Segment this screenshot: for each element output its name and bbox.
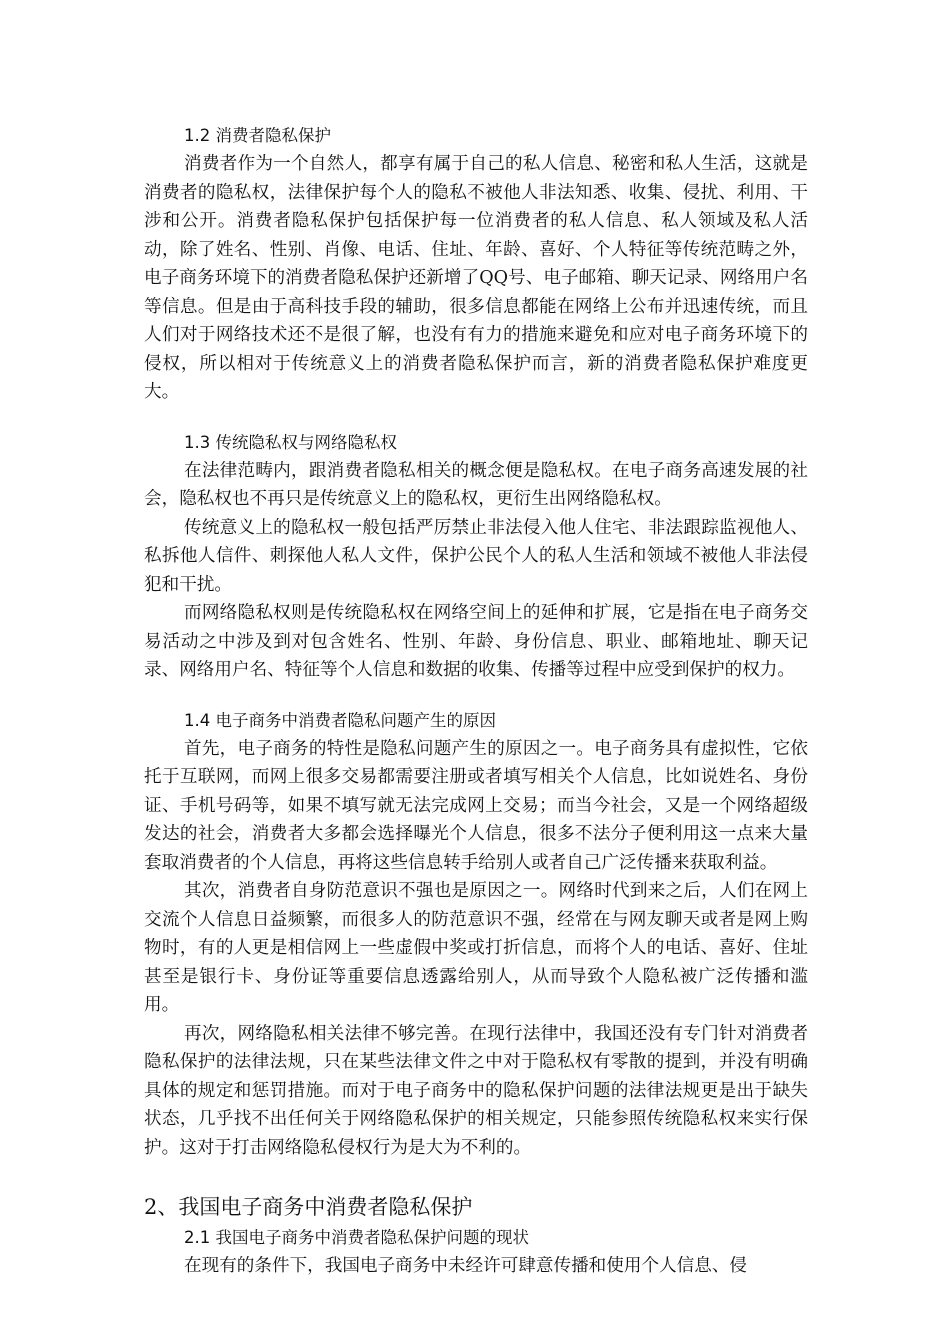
paragraph: 在现有的条件下，我国电子商务中未经许可肆意传播和使用个人信息、侵 (184, 1256, 748, 1276)
spacer (144, 685, 808, 707)
chapter-heading-2: 2、我国电子商务中消费者隐私保护 (144, 1195, 473, 1219)
section-heading-1-3: 1.3 传统隐私权与网络隐私权 (184, 432, 397, 452)
paragraph: 消费者作为一个自然人，都享有属于自己的私人信息、秘密和私人生活，这就是消费者的隐私权，法律保护每个人的隐私不被他人非法知悉、收集、侵扰、利用、干涉和公开。消费者隐私保护包括保护每一位消费者的私人信息、私人领域及私人活动，除了姓名、性别、肖像、电话、住址、年龄、喜好、个人特征等传统范畴之外，电子商务环境下的消费者隐私保护还新增了QQ号、电子邮箱、聊天记录、网络用户名等信息。但是由于高科技手段的辅助，很多信息都能在网络上公布并迅速传统，而且人们对于网络技术还不是很了解，也没有有力的措施来避免和应对电子商务环境下的侵权，所以相对于传统意义上的消费者隐私保护而言，新的消费者隐私保护难度更大。 (144, 154, 808, 402)
paragraph: 传统意义上的隐私权一般包括严厉禁止非法侵入他人住宅、非法跟踪监视他人、私拆他人信件、刺探他人私人文件，保护公民个人的私人生活和领域不被他人非法侵犯和干扰。 (144, 517, 808, 595)
section-heading-1-2: 1.2 消费者隐私保护 (184, 126, 331, 145)
section-heading-2-1: 2.1 我国电子商务中消费者隐私保护问题的现状 (184, 1228, 529, 1247)
spacer (144, 407, 808, 429)
paragraph: 首先，电子商务的特性是隐私问题产生的原因之一。电子商务具有虚拟性，它依托于互联网，而网上很多交易都需要注册或者填写相关个人信息，比如说姓名、身份证、手机号码等，如果不填写就无法完成网上交易；而当今社会，又是一个网络超级发达的社会，消费者大多都会选择曝光个人信息，很多不法分子便利用这一点来大量套取消费者的个人信息，再将这些信息转手给别人或者自己广泛传播来获取利益。 (144, 738, 808, 873)
spacer (144, 1162, 808, 1190)
document-body (144, 122, 808, 1281)
paragraph: 其次，消费者自身防范意识不强也是原因之一。网络时代到来之后，人们在网上交流个人信息日益频繁，而很多人的防范意识不强，经常在与网友聊天或者是网上购物时，有的人更是相信网上一些虚假中奖或打折信息，而将个人的电话、喜好、住址甚至是银行卡、身份证等重要信息透露给别人，从而导致个人隐私被广泛传播和滥用。 (144, 881, 808, 1015)
paragraph: 再次，网络隐私相关法律不够完善。在现行法律中，我国还没有专门针对消费者隐私保护的法律法规，只在某些法律文件之中对于隐私权有零散的提到，并没有明确具体的规定和惩罚措施。而对于电子商务中的隐私保护问题的法律法规更是出于缺失状态，几乎找不出任何关于网络隐私保护的相关规定，只能参照传统隐私权来实行保护。这对于打击网络隐私侵权行为是大为不利的。 (144, 1023, 808, 1158)
section-heading-1-4: 1.4 电子商务中消费者隐私问题产生的原因 (184, 710, 496, 730)
paragraph: 而网络隐私权则是传统隐私权在网络空间上的延伸和扩展，它是指在电子商务交易活动之中涉及到对包含姓名、性别、年龄、身份信息、职业、邮箱地址、聊天记录、网络用户名、特征等个人信息和数据的收集、传播等过程中应受到保护的权力。 (144, 603, 808, 680)
paragraph: 在法律范畴内，跟消费者隐私相关的概念便是隐私权。在电子商务高速发展的社会，隐私权也不再只是传统意义上的隐私权，更衍生出网络隐私权。 (144, 460, 808, 509)
